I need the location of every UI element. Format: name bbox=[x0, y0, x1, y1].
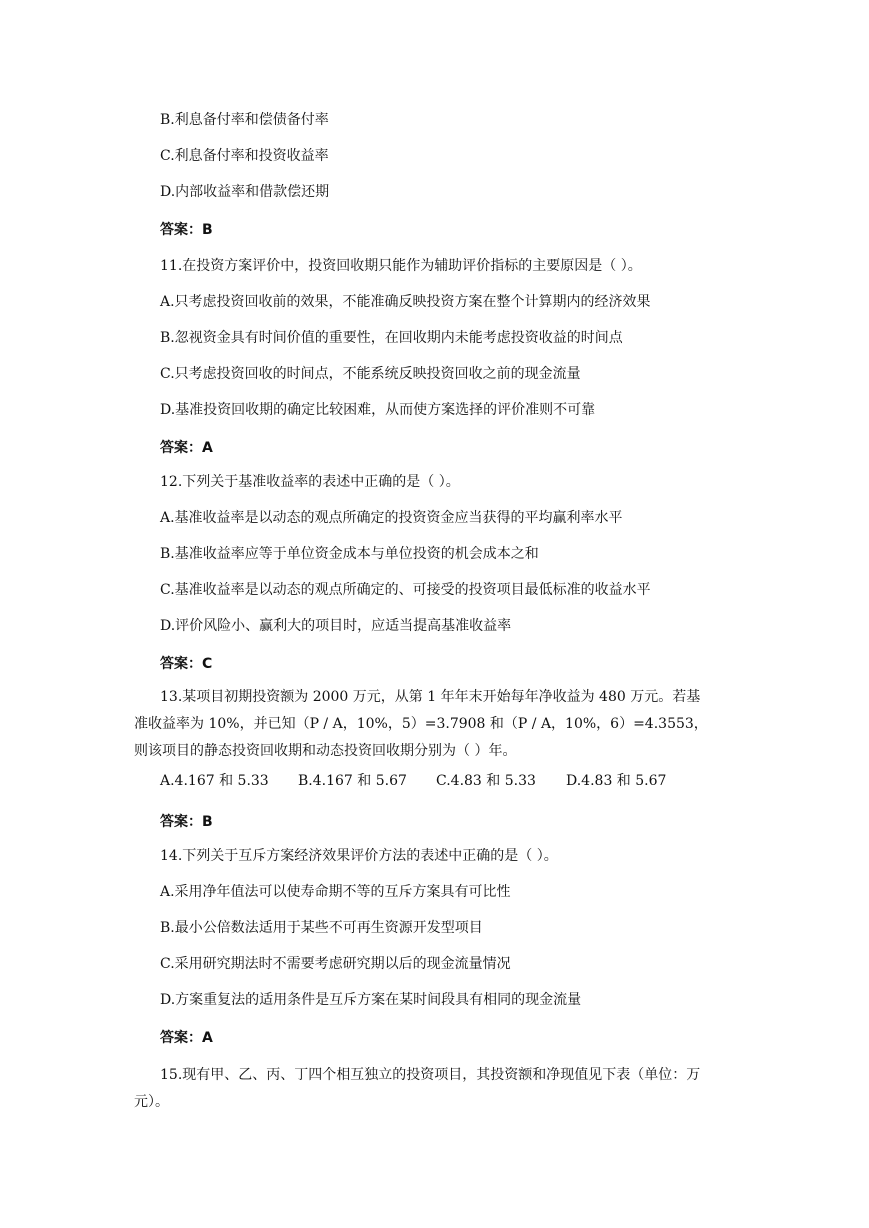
q14-option-d: D.方案重复法的适用条件是互斥方案在某时间段具有相同的现金流量 bbox=[160, 992, 582, 1008]
q13-option-d: D.4.83 和 5.67 bbox=[566, 773, 667, 789]
q11-answer: 答案：A bbox=[160, 440, 213, 456]
q14-option-c: C.采用研究期法时不需要考虑研究期以后的现金流量情况 bbox=[160, 956, 511, 972]
q14-question: 14.下列关于互斥方案经济效果评价方法的表述中正确的是（ ）。 bbox=[160, 848, 558, 864]
q14-option-a: A.采用净年值法可以使寿命期不等的互斥方案具有可比性 bbox=[160, 884, 511, 900]
q11-question: 11.在投资方案评价中，投资回收期只能作为辅助评价指标的主要原因是（ ）。 bbox=[160, 258, 642, 274]
q12-option-d: D.评价风险小、赢利大的项目时，应适当提高基准收益率 bbox=[160, 618, 512, 634]
q11-option-c: C.只考虑投资回收的时间点，不能系统反映投资回收之前的现金流量 bbox=[160, 366, 581, 382]
q11-option-b: B.忽视资金具有时间价值的重要性，在回收期内未能考虑投资收益的时间点 bbox=[160, 330, 623, 346]
q10-option-b: B.利息备付率和偿债备付率 bbox=[160, 112, 329, 128]
q12-option-b: B.基准收益率应等于单位资金成本与单位投资的机会成本之和 bbox=[160, 546, 539, 562]
q14-answer: 答案：A bbox=[160, 1030, 213, 1046]
q13-option-b: B.4.167 和 5.67 bbox=[298, 773, 407, 789]
q11-option-a: A.只考虑投资回收前的效果，不能准确反映投资方案在整个计算期内的经济效果 bbox=[160, 294, 651, 310]
q12-option-a: A.基准收益率是以动态的观点所确定的投资资金应当获得的平均赢利率水平 bbox=[160, 510, 623, 526]
q12-option-c: C.基准收益率是以动态的观点所确定的、可接受的投资项目最低标准的收益水平 bbox=[160, 582, 651, 598]
q13-option-c: C.4.83 和 5.33 bbox=[436, 773, 536, 789]
q10-answer: 答案：B bbox=[160, 222, 213, 238]
q13-option-a: A.4.167 和 5.33 bbox=[160, 773, 269, 789]
q12-answer: 答案：C bbox=[160, 656, 213, 672]
q10-option-c: C.利息备付率和投资收益率 bbox=[160, 148, 329, 164]
q13-question: 13.某项目初期投资额为 2000 万元，从第 1 年年末开始每年净收益为 480 万元。若基准收益率为 10%，并已知（P / A，10%，5）=3.7908 和（P / A，10%，6）=4.3553，则该项目的静态投资回收期和动态投资回收期分别为（ ）年。 bbox=[134, 689, 708, 759]
q13-answer: 答案：B bbox=[160, 814, 213, 830]
q12-question: 12.下列关于基准收益率的表述中正确的是（ ）。 bbox=[160, 474, 460, 490]
q15-question: 15.现有甲、乙、丙、丁四个相互独立的投资项目，其投资额和净现值见下表（单位：万元）。 bbox=[134, 1067, 701, 1110]
q14-option-b: B.最小公倍数法适用于某些不可再生资源开发型项目 bbox=[160, 920, 483, 936]
q11-option-d: D.基准投资回收期的确定比较困难，从而使方案选择的评价准则不可靠 bbox=[160, 402, 596, 418]
q10-option-d: D.内部收益率和借款偿还期 bbox=[160, 184, 330, 200]
